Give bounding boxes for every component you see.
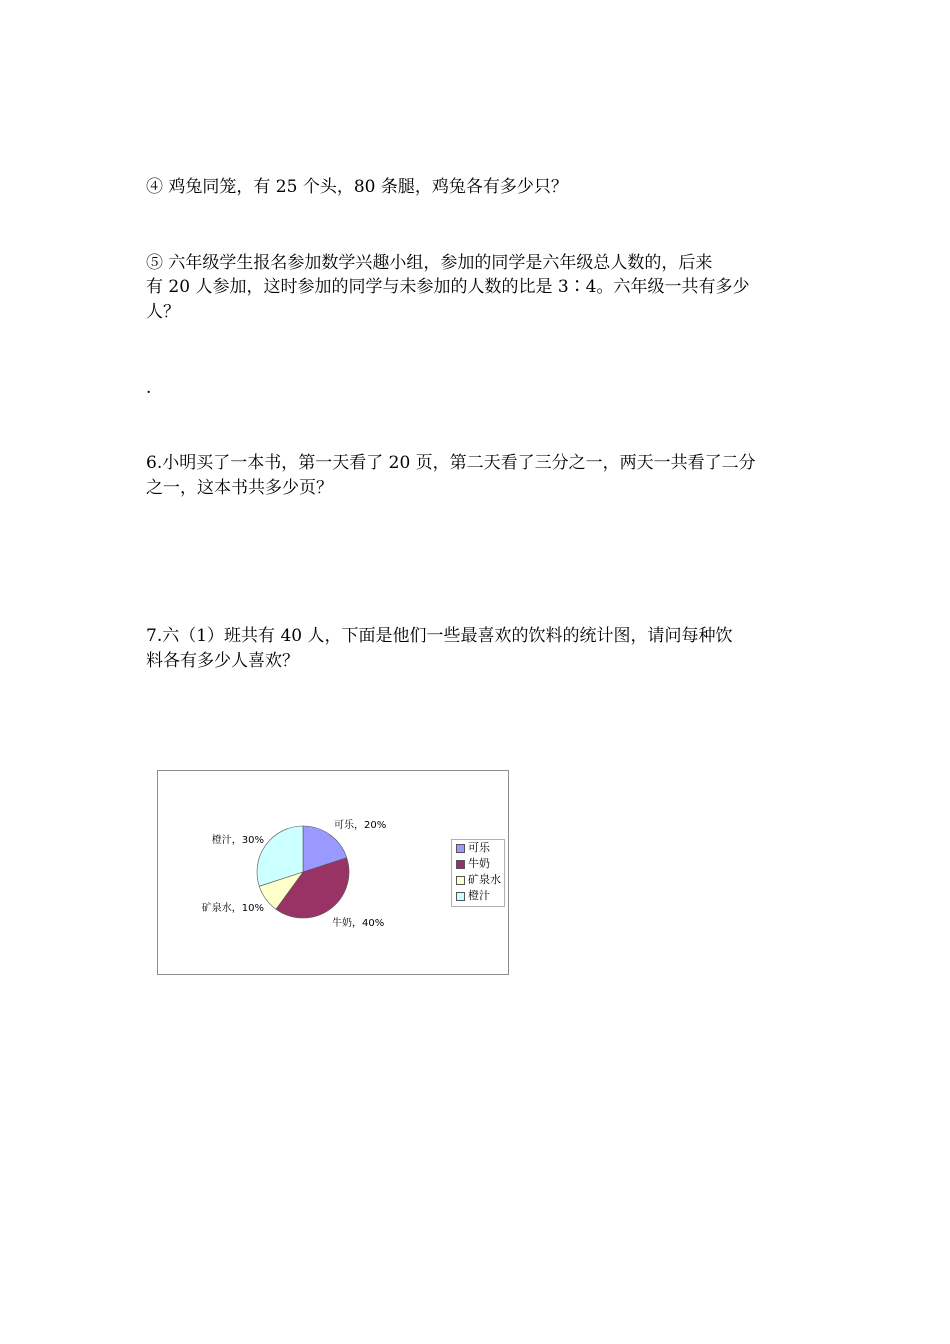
legend-label-mineral-water: 矿泉水 <box>468 873 501 886</box>
legend-label-orange-juice: 橙汁 <box>468 889 490 902</box>
legend-label-milk: 牛奶 <box>468 857 490 870</box>
question-7-line-2: 料各有多少人喜欢？ <box>146 651 299 671</box>
legend-swatch-mineral-water <box>456 876 465 885</box>
slice-label-orange-juice: 橙汁，30% <box>211 835 264 846</box>
legend-swatch-milk <box>456 860 465 869</box>
legend-swatch-cola <box>456 844 465 853</box>
question-6-line-2: 之一，这本书共多少页？ <box>146 478 333 498</box>
legend-label-cola: 可乐 <box>468 841 490 854</box>
slice-label-cola: 可乐，20% <box>334 820 387 831</box>
slice-label-mineral-water: 矿泉水，10% <box>201 903 264 914</box>
question-5-line-2: 有 20 人参加，这时参加的同学与未参加的人数的比是 3∶4。六年级一共有多少 <box>146 277 750 297</box>
question-4-line-1: ④ 鸡兔同笼，有 25 个头，80 条腿，鸡兔各有多少只？ <box>146 177 568 197</box>
legend-item-orange-juice <box>452 888 504 904</box>
question-5-line-3: 人？ <box>146 302 180 322</box>
legend-item-mineral-water <box>452 872 504 888</box>
question-6-line-1: 6.小明买了一本书，第一天看了 20 页，第二天看了三分之一，两天一共看了二分 <box>146 453 756 473</box>
slice-label-milk: 牛奶，40% <box>332 918 385 929</box>
question-5-line-1: ⑤ 六年级学生报名参加数学兴趣小组，参加的同学是六年级总人数的，后来 <box>146 253 713 273</box>
pie-chart-frame <box>157 770 509 975</box>
stray-dot: . <box>146 378 152 398</box>
legend-swatch-orange-juice <box>456 892 465 901</box>
question-7-line-1: 7.六（1）班共有 40 人，下面是他们一些最喜欢的饮料的统计图，请问每种饮 <box>146 626 733 646</box>
legend-item-milk <box>452 856 504 872</box>
legend-item-cola <box>452 840 504 856</box>
chart-legend <box>451 839 505 907</box>
